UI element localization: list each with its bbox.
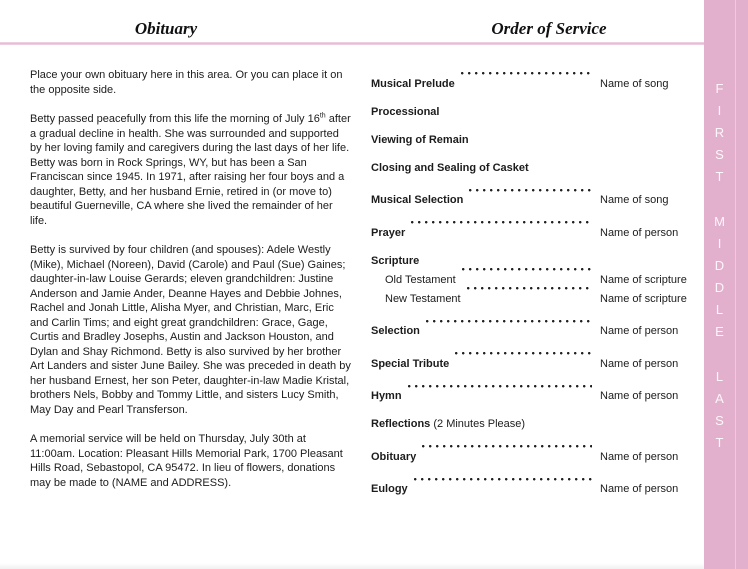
side-word: [715, 78, 724, 188]
order-item-value: Name of person: [600, 357, 679, 370]
side-letter: L: [715, 302, 724, 317]
side-letter: I: [717, 103, 722, 118]
order-item-label: Reflections: [371, 418, 431, 430]
obituary-column: [30, 68, 352, 505]
order-item-label: Hymn: [371, 390, 402, 402]
dotted-leader: [422, 445, 592, 460]
order-item-value: Name of scripture: [600, 273, 687, 286]
order-item-label: Viewing of Remain: [371, 133, 469, 146]
side-letter: E: [715, 324, 724, 339]
order-item-sub: [371, 268, 697, 287]
order-item: [371, 133, 697, 148]
order-item-label: Obituary: [371, 450, 417, 463]
ordinal-superscript: th: [319, 112, 326, 120]
side-letter: R: [714, 125, 725, 140]
order-item: [371, 478, 697, 497]
obituary-paragraph-placeholder: Place your own obituary here in this area. Or you can place it on the opposite side.: [30, 69, 343, 96]
order-item-note: (2 Minutes Please): [430, 418, 526, 430]
order-item: [371, 320, 697, 339]
dotted-leader: [462, 268, 592, 283]
order-item-value: Name of song: [600, 194, 669, 206]
side-letter: S: [715, 147, 724, 162]
order-item-value: Name of scripture: [600, 292, 687, 305]
side-word: [714, 211, 725, 343]
order-item: [371, 385, 697, 404]
dotted-leader: [408, 385, 592, 400]
side-letter: D: [714, 258, 725, 273]
order-item: [371, 254, 697, 269]
order-item: [371, 417, 697, 432]
fold-edge-bar: [704, 0, 748, 569]
order-of-service-column: [371, 72, 697, 510]
obituary-paragraph-service-info: A memorial service will be held on Thursday, July 30th at 11:00am. Location: Pleasant Hills Memorial Park, 1700 Pleasant Hills Road, Sebastopol, CA 95472. In lieu of flowers, donations may be made to (NAME and ADDRESS).: [30, 433, 343, 489]
dotted-leader: [469, 189, 592, 204]
order-item: [371, 72, 697, 91]
dotted-leader: [467, 287, 592, 302]
dotted-leader: [411, 221, 592, 236]
page-bottom-shadow: [0, 563, 704, 569]
order-item-value: Name of person: [600, 450, 679, 463]
fold-crease-line: [735, 0, 736, 569]
order-item-label: Closing and Sealing of Casket: [371, 161, 529, 174]
header-divider-line: [0, 42, 748, 45]
name-placeholder-vertical-text: [704, 78, 735, 454]
order-item-label: New Testament: [385, 292, 461, 305]
order-item-label: Scripture: [371, 254, 420, 267]
order-item-label: Special Tribute: [371, 357, 450, 370]
order-item: [371, 352, 697, 371]
order-item-label: Eulogy: [371, 483, 408, 495]
order-item-value: Name of person: [600, 390, 679, 402]
order-item: [371, 189, 697, 208]
obituary-paragraph-survivors: Betty is survived by four children (and spouses): Adele Westly (Mike), Michael (Noreen), David (Carole) and Paul (Sue) Gaines; daughter-in-law Louise Gerards; eleven grandchildren: Justine Anderson and Jamie Ander, Deanne Hayes and Debbie Johnes, Rachel and Jonah Little, Alisha Myer, and Christian, Marc, Eric and Carlin Tims; and eight great grandchildren: Grace, Gage, Curtis and Bradley Josephs, Austin and Jackson Houston, and Dylan and Shay Richmond. Betty is also survived by her brother Art Landers and sister June Bailey. She was preceded in death by her husband Ernest, her son Peter, daughter-in-law Madie Kristal, brothers Nels, Bobby and Tommy Little, and sisters Lucy Smith, May Day and Pearl Transferson.: [30, 244, 351, 416]
side-letter: A: [715, 391, 724, 406]
side-letter: T: [715, 435, 724, 450]
side-letter: M: [714, 214, 725, 229]
side-letter: F: [715, 81, 724, 96]
order-item-label: Prayer: [371, 226, 406, 239]
obituary-title: Obituary: [134, 19, 198, 38]
order-item-value: Name of person: [600, 226, 679, 239]
side-letter: T: [715, 169, 724, 184]
side-letter: I: [717, 236, 722, 251]
side-letter: S: [715, 413, 724, 428]
order-item-value: Name of song: [600, 77, 669, 90]
order-of-service-title: Order of Service: [491, 19, 607, 38]
dotted-leader: [426, 320, 592, 335]
order-of-service-list: [371, 72, 697, 497]
order-item: [371, 161, 697, 176]
obituary-paragraph-life: [30, 112, 352, 228]
order-item-sub: [371, 287, 697, 306]
side-letter: L: [715, 369, 724, 384]
order-item-label: Musical Selection: [371, 194, 464, 206]
order-item-label: Musical Prelude: [371, 77, 455, 90]
dotted-leader: [461, 72, 592, 87]
order-item: [371, 105, 697, 120]
order-item-label: Selection: [371, 325, 420, 337]
obituary-p2-continued: after a gradual decline in health. She was surrounded and supported by her loving family and caregivers during the last days of her life. Betty was born in Rock Springs, WY, but has been a San Franciscan since 1945. In 1971, after raising her four boys and a daughter, Betty, and her husband Ernie, retired in (or move to) beautiful Guerneville, CA where she lived the remainder of her life.: [30, 113, 351, 227]
order-item-value: Name of person: [600, 325, 679, 337]
side-letter: D: [714, 280, 725, 295]
order-item-value: Name of person: [600, 483, 679, 495]
order-item: [371, 221, 697, 240]
order-item: [371, 445, 697, 464]
side-word: [715, 366, 724, 454]
order-item-label: Processional: [371, 105, 440, 118]
obituary-p2-text: Betty passed peacefully from this life the morning of July 16: [30, 113, 320, 125]
order-item-label: Old Testament: [385, 273, 456, 286]
dotted-leader: [414, 478, 592, 493]
dotted-leader: [455, 352, 592, 367]
